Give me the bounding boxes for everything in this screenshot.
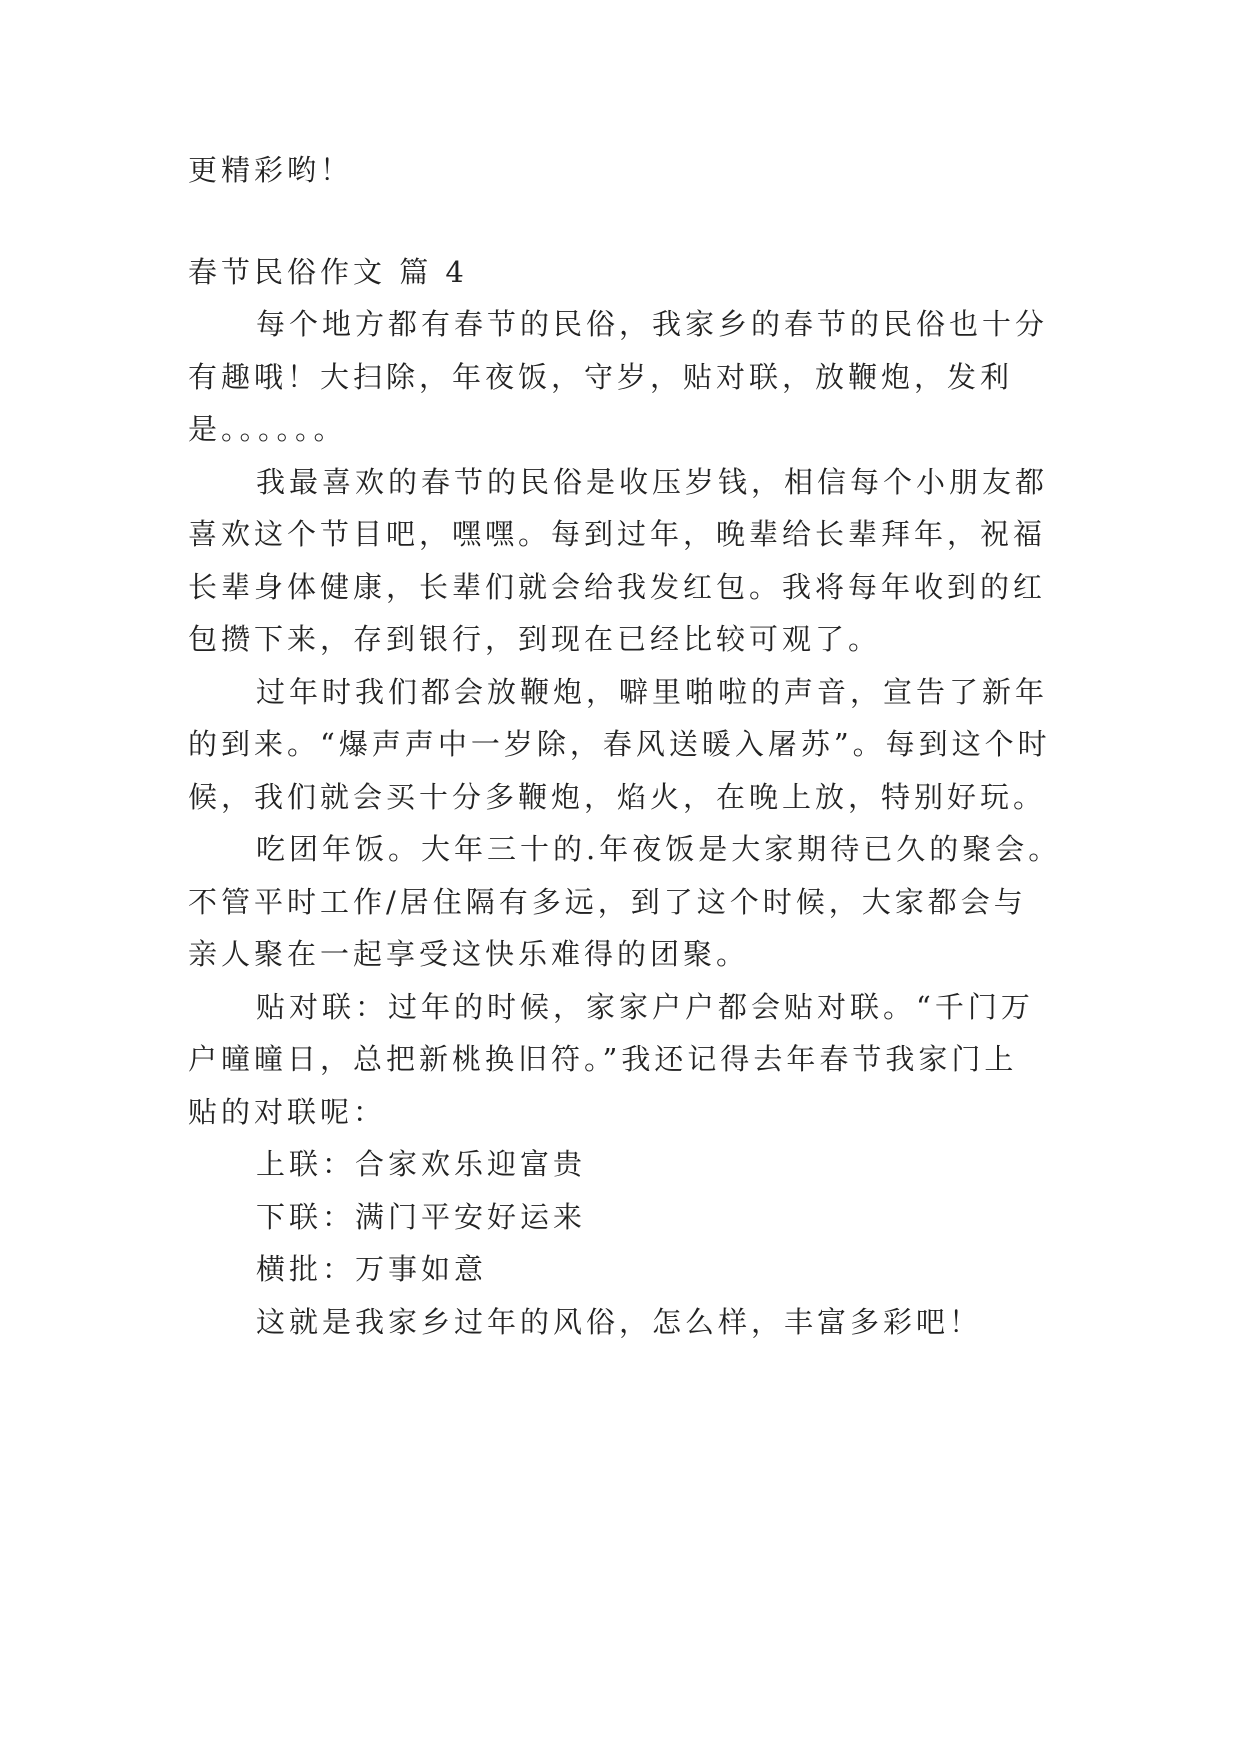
paragraph-line: 有趣哦！大扫除，年夜饭，守岁，贴对联，放鞭炮，发利 (188, 360, 1014, 394)
couplet-upper: 上联：合家欢乐迎富贵 (256, 1147, 587, 1181)
text-line: 更精彩哟！ (188, 153, 354, 187)
paragraph-line: 户曈曈日，总把新桃换旧符。”我还记得去年春节我家门上 (188, 1042, 1018, 1076)
paragraph-line: 的到来。“爆声声中一岁除，春风送暖入屠苏”。每到这个时 (188, 727, 1051, 761)
section-heading: 春节民俗作文 篇 4 (188, 255, 468, 289)
paragraph-line: 过年时我们都会放鞭炮，噼里啪啦的声音，宣告了新年 (256, 675, 1049, 709)
couplet-horizontal: 横批：万事如意 (256, 1252, 488, 1286)
couplet-lower: 下联：满门平安好运来 (256, 1200, 587, 1234)
paragraph-line: 贴对联：过年的时候，家家户户都会贴对联。“千门万 (256, 990, 1034, 1024)
paragraph-line: 是。。。。。。 (188, 412, 347, 446)
paragraph-line: 贴的对联呢： (188, 1095, 387, 1129)
paragraph-line: 长辈身体健康，长辈们就会给我发红包。我将每年收到的红 (188, 570, 1047, 604)
paragraph-line: 亲人聚在一起享受这快乐难得的团聚。 (188, 937, 750, 971)
paragraph-line: 喜欢这个节目吧，嘿嘿。每到过年，晚辈给长辈拜年，祝福 (188, 517, 1047, 551)
paragraph-line: 吃团年饭。大年三十的.年夜饭是大家期待已久的聚会。 (256, 832, 1062, 866)
paragraph-line: 每个地方都有春节的民俗，我家乡的春节的民俗也十分 (256, 307, 1049, 341)
paragraph-line: 我最喜欢的春节的民俗是收压岁钱，相信每个小朋友都 (256, 465, 1049, 499)
paragraph-line: 不管平时工作/居住隔有多远，到了这个时候，大家都会与 (188, 885, 1027, 919)
paragraph-line: 包攒下来，存到银行，到现在已经比较可观了。 (188, 622, 882, 656)
paragraph-line: 这就是我家乡过年的风俗，怎么样，丰富多彩吧！ (256, 1305, 983, 1339)
paragraph-line: 候，我们就会买十分多鞭炮，焰火，在晚上放，特别好玩。 (188, 780, 1047, 814)
